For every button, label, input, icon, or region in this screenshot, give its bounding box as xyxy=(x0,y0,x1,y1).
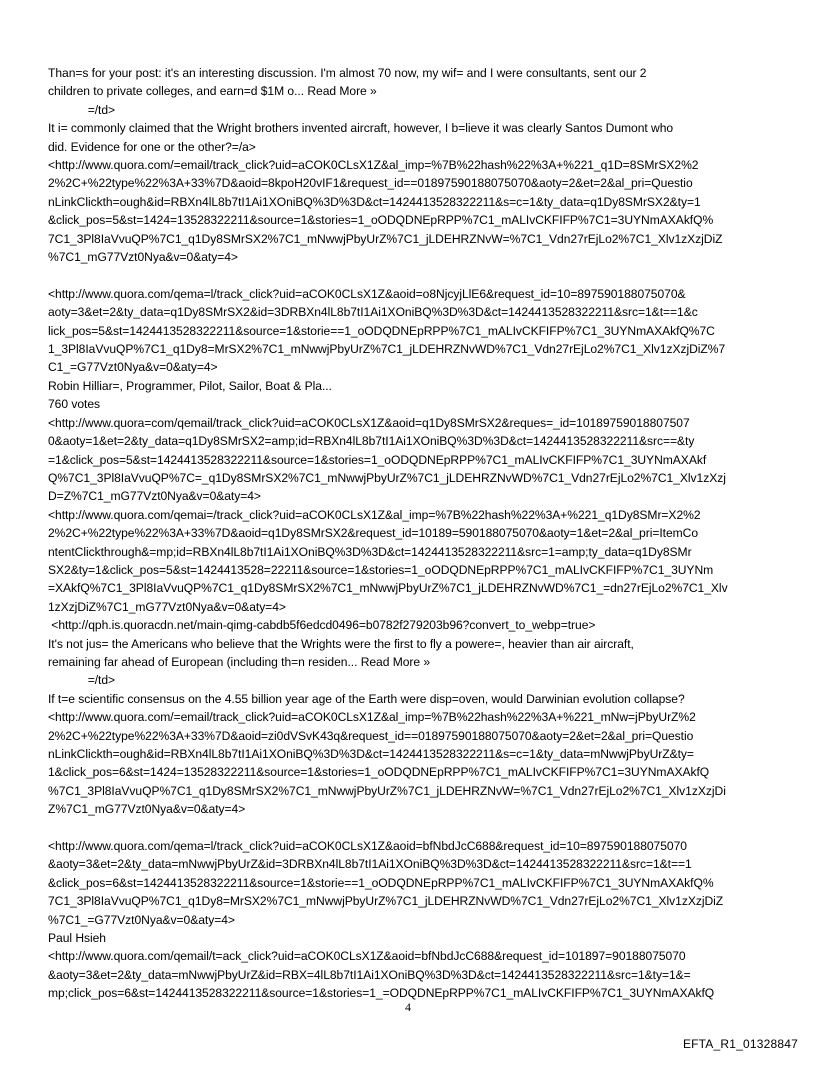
text-line: %7C1_3Pl8IaVvuQP%7C1_q1Dy8SMrSX2%7C1_mNwwjPbyUrZ%7C1_jLDEHRZNvW=%7C1_Vdn27rEjLo2%7C1_Xlv1zXzjDi xyxy=(48,783,726,798)
text-line: Q%7C1_3Pl8IaVvuQP%7C=_q1Dy8SMrSX2%7C1_mNwwjPbyUrZ%7C1_jLDEHRZNvWD%7C1_Vdn27rEjLo2%7C1_Xlv1zXzj xyxy=(48,470,726,485)
text-line: 1zXzjDiZ%7C1_mG77Vzt0Nya&v=0&aty=4> xyxy=(48,599,286,614)
text-line: mp;click_pos=6&st=1424413528322211&source=1&stories=1_=ODQDNEpRPP%7C1_mALIvCKFIFP%7C1_3UYNmAXAkfQ xyxy=(48,986,715,1001)
text-line: <http://www.quora.com/qemai=/track_click?uid=aCOK0CLsX1Z&al_imp=%7B%22hash%22%3A+%221_q1Dy8SMr=X2%2 xyxy=(48,507,701,522)
text-line: <http://www.quora.com/=email/track_click?uid=aCOK0CLsX1Z&al_imp=%7B%22hash%22%3A+%221_mNw=jPbyUrZ%2 xyxy=(48,710,696,725)
text-line: 760 votes xyxy=(48,397,100,412)
text-line: 1&click_pos=6&st=1424=13528322211&source=1&stories=1_oODQDNEpRPP%7C1_mALIvCKFIFP%7C1=3UYNmAXAkfQ xyxy=(48,765,710,780)
text-line: =XAkfQ%7C1_3Pl8IaVvuQP%7C1_q1Dy8SMrSX2%7C1_mNwwjPbyUrZ%7C1_jLDEHRZNvWD%7C1_=dn27rEjLo2%7C1_Xlv xyxy=(48,581,728,596)
text-line: =/td> xyxy=(48,673,116,688)
text-line: 2%2C+%22type%22%3A+33%7D&aoid=8kpoH20vIF1&request_id==01897590188075070&aoty=2&et=2&al_pri=Questio xyxy=(48,176,693,191)
bates-stamp: EFTA_R1_01328847 xyxy=(682,1037,798,1051)
text-line: <http://www.quora.com/qema=l/track_click?uid=aCOK0CLsX1Z&aoid=bfNbdJcC688&request_id=10=897590188075070 xyxy=(48,839,687,854)
text-line: Paul Hsieh xyxy=(48,931,106,946)
text-line: <http://www.quora.com/qemail/t=ack_click?uid=aCOK0CLsX1Z&aoid=bfNbdJcC688&request_id=101897=90188075070 xyxy=(48,949,686,964)
text-line: 2%2C+%22type%22%3A+33%7D&aoid=zi0dVSvK43q&request_id==01897590188075070&aoty=2&et=2&al_pri=Questio xyxy=(48,728,694,743)
text-line: Robin Hilliar=, Programmer, Pilot, Sailor, Boat & Pla... xyxy=(48,378,332,393)
text-line: &click_pos=5&st=1424=13528322211&source=1&stories=1_oODQDNEpRPP%7C1_mALIvCKFIFP%7C1=3UYNmAXAkfQ% xyxy=(48,213,714,228)
text-line: D=Z%7C1_mG77Vzt0Nya&v=0&aty=4> xyxy=(48,489,261,504)
page-number: 4 xyxy=(405,1000,411,1014)
text-line: lick_pos=5&st=1424413528322211&source=1&storie==1_oODQDNEpRPP%7C1_mALIvCKFIFP%7C1_3UYNmAXAkfQ%7C xyxy=(48,323,715,338)
text-line: <http://qph.is.quoracdn.net/main-qimg-cabdb5f6edcd0496=b0782f279203b96?convert_to_webp=true> xyxy=(48,618,596,633)
text-line: 7C1_3Pl8IaVvuQP%7C1_q1Dy8SMrSX2%7C1_mNwwjPbyUrZ%7C1_jLDEHRZNvW=%7C1_Vdn27rEjLo2%7C1_Xlv1zXzjDiZ xyxy=(48,231,723,246)
text-line: <http://www.quora.com/qema=l/track_click?uid=aCOK0CLsX1Z&aoid=o8NjcyjLlE6&request_id=10=897590188075070& xyxy=(48,286,686,301)
document-body xyxy=(48,64,778,1003)
text-line: It i= commonly claimed that the Wright brothers invented aircraft, however, I b=lieve it was clearly Santos Dumont who xyxy=(48,121,674,136)
text-line: 2%2C+%22type%22%3A+33%7D&aoid=q1Dy8SMrSX2&request_id=10189=590188075070&aoty=1&et=2&al_pri=ItemCo xyxy=(48,526,699,541)
text-line: Z%7C1_mG77Vzt0Nya&v=0&aty=4> xyxy=(48,802,246,817)
text-line: &click_pos=6&st=1424413528322211&source=1&storie==1_oODQDNEpRPP%7C1_mALIvCKFIFP%7C1_3UYNmAXAkfQ% xyxy=(48,875,714,890)
blank-line xyxy=(48,819,778,837)
text-line: remaining far ahead of European (including th=n residen... Read More » xyxy=(48,654,431,669)
text-line: children to private colleges, and earn=d $1M o... Read More » xyxy=(48,84,377,99)
text-line: =/td> xyxy=(48,102,116,117)
blank-line xyxy=(48,266,778,284)
text-line: <http://www.quora=com/qemail/track_click?uid=aCOK0CLsX1Z&aoid=q1Dy8SMrSX2&reques=_id=10189759018807507 xyxy=(48,415,690,430)
text-line: C1_=G77Vzt0Nya&v=0&aty=4> xyxy=(48,360,218,375)
text-line: 7C1_3Pl8IaVvuQP%7C1_q1Dy8=MrSX2%7C1_mNwwjPbyUrZ%7C1_jLDEHRZNvWD%7C1_Vdn27rEjLo2%7C1_Xlv1zXzjDiZ xyxy=(48,894,724,909)
text-line: SX2&ty=1&click_pos=5&st=1424413528=22211&source=1&stories=1_oODQDNEpRPP%7C1_mALIvCKFIFP%7C1_3UYNm xyxy=(48,562,714,577)
text-line: <http://www.quora.com/=email/track_click?uid=aCOK0CLsX1Z&al_imp=%7B%22hash%22%3A+%221_q1D=8SMrSX2%2 xyxy=(48,158,699,173)
text-line: &aoty=3&et=2&ty_data=mNwwjPbyUrZ&id=RBX=4lL8b7tI1Ai1XOniBQ%3D%3D&ct=1424413528322211&src=1&ty=1&= xyxy=(48,967,691,982)
text-line: 0&aoty=1&et=2&ty_data=q1Dy8SMrSX2=amp;id=RBXn4lL8b7tI1Ai1XOniBQ%3D%3D&ct=1424413528322211&src==&ty xyxy=(48,434,695,449)
text-line: ntentClickthrough&=mp;id=RBXn4lL8b7tI1Ai1XOniBQ%3D%3D&ct=1424413528322211&src=1=amp;ty_data=q1Dy8SMr xyxy=(48,544,692,559)
text-line: %7C1_=G77Vzt0Nya&v=0&aty=4> xyxy=(48,912,235,927)
text-line: &aoty=3&et=2&ty_data=mNwwjPbyUrZ&id=3DRBXn4lL8b7tI1Ai1XOniBQ%3D%3D&ct=1424413528322211&src=1&t==1 xyxy=(48,857,692,872)
text-line: It's not jus= the Americans who believe that the Wrights were the first to fly a powere=, heavier than air aircraft, xyxy=(48,636,634,651)
text-line: 1_3Pl8IaVvuQP%7C1_q1Dy8=MrSX2%7C1_mNwwjPbyUrZ%7C1_jLDEHRZNvWD%7C1_Vdn27rEjLo2%7C1_Xlv1zXzjDiZ%7 xyxy=(48,342,726,357)
text-line: %7C1_mG77Vzt0Nya&v=0&aty=4> xyxy=(48,250,238,265)
text-line: If t=e scientific consensus on the 4.55 billion year age of the Earth were disp=oven, would Darwinian evolution collapse? xyxy=(48,691,685,706)
text-line: =1&click_pos=5&st=1424413528322211&source=1&stories=1_oODQDNEpRPP%7C1_mALIvCKFIFP%7C1_3UYNmAXAkf xyxy=(48,452,707,467)
text-line: Than=s for your post: it's an interesting discussion. I'm almost 70 now, my wif= and I were consultants, sent our 2 xyxy=(48,66,647,80)
text-line: did. Evidence for one or the other?=/a> xyxy=(48,139,256,154)
text-line: nLinkClickth=ough&id=RBXn4lL8b7tI1Ai1XOniBQ%3D%3D&ct=1424413528322211&s=c=1&ty_data=mNwwjPbyUrZ&ty= xyxy=(48,747,694,762)
text-line: nLinkClickth=ough&id=RBXn4lL8b7tI1Ai1XOniBQ%3D%3D&ct=1424413528322211&s=c=1&ty_data=q1Dy8SMrSX2&ty=1 xyxy=(48,194,701,209)
text-line: aoty=3&et=2&ty_data=q1Dy8SMrSX2&id=3DRBXn4lL8b7tI1Ai1XOniBQ%3D%3D&ct=1424413528322211&src=1&t==1&c xyxy=(48,305,698,320)
